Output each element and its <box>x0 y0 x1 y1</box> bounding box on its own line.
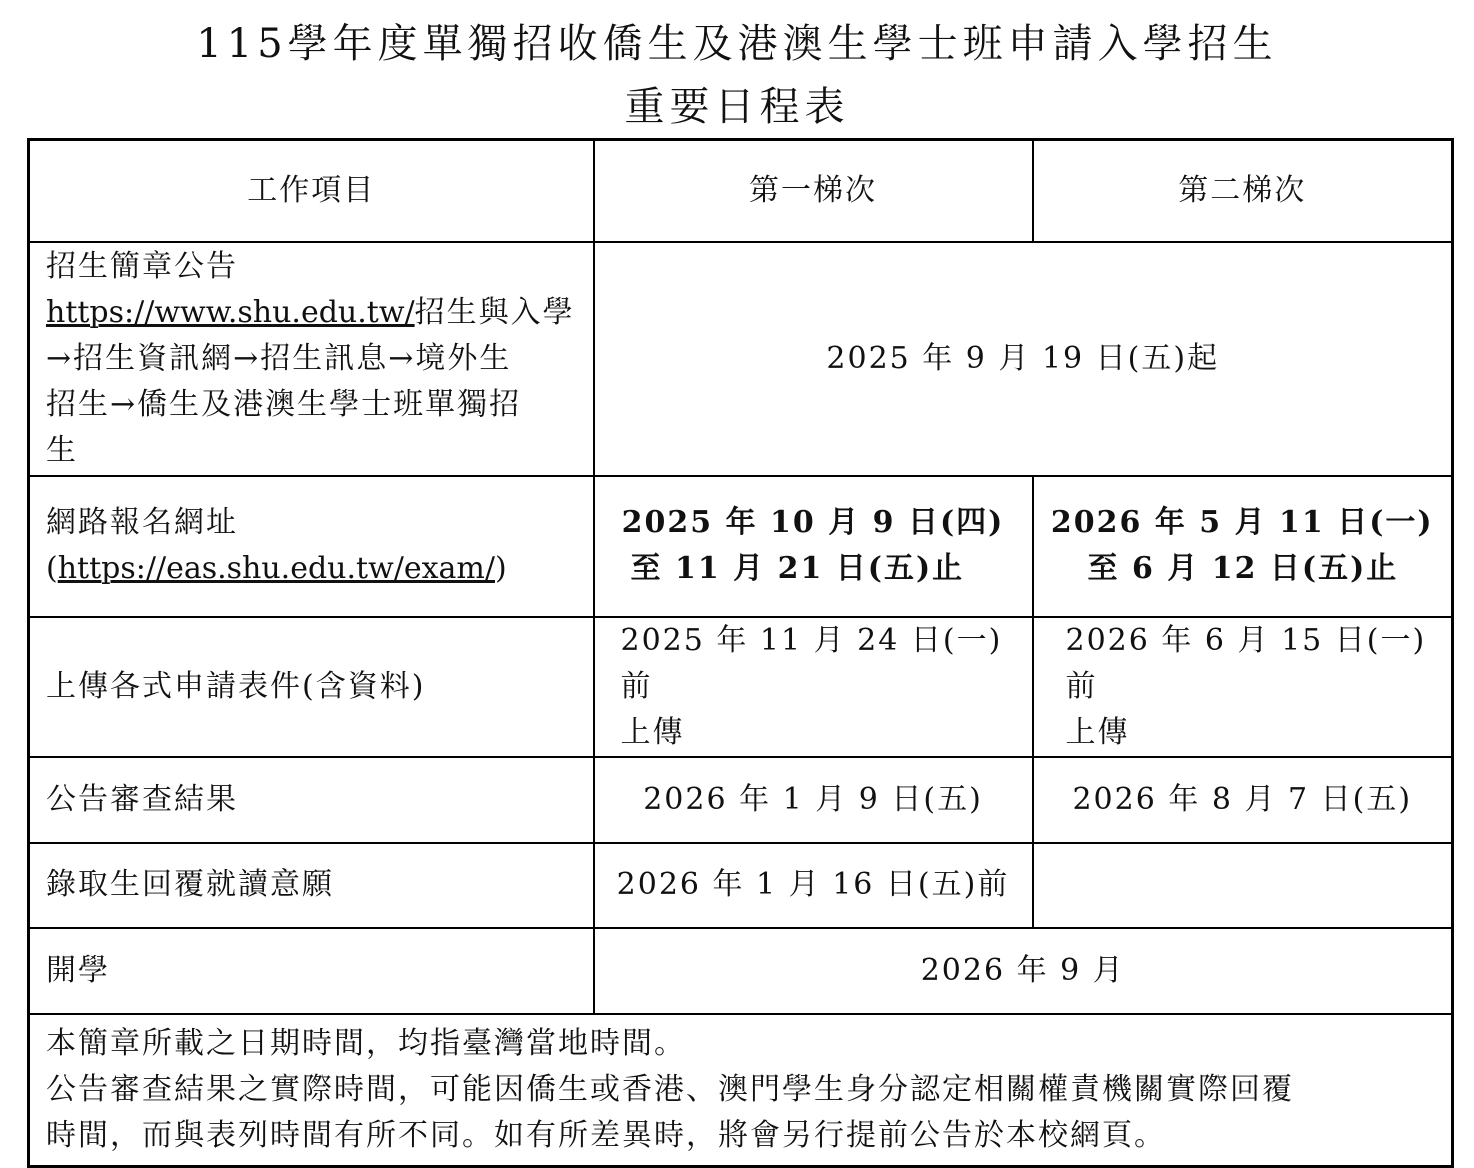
row-opening <box>29 928 1453 1014</box>
note-line-1: 本簡章所載之日期時間，均指臺灣當地時間。 <box>46 1025 686 1061</box>
registration-url-link[interactable]: https://eas.shu.edu.tw/exam/ <box>57 551 495 586</box>
upload-batch1: 2025 年 11 月 24 日(一)前 上傳 <box>594 617 1033 757</box>
reply-batch1: 2026 年 1 月 16 日(五)前 <box>594 843 1033 928</box>
page-title: 115學年度單獨招收僑生及港澳生學士班申請入學招生 <box>196 21 1278 67</box>
registration-label-cell: 網路報名網址 (https://eas.shu.edu.tw/exam/) <box>29 476 594 617</box>
opening-label: 開學 <box>29 928 594 1014</box>
results-batch1: 2026 年 1 月 9 日(五) <box>594 757 1033 843</box>
brochure-path-b: →招生資訊網→招生訊息→境外生 <box>46 340 512 376</box>
brochure-label: 招生簡章公告 <box>46 248 238 284</box>
note-line-3: 時間，而與表列時間有所不同。如有所差異時，將會另行提前公告於本校網頁。 <box>46 1117 1166 1153</box>
results-label: 公告審查結果 <box>29 757 594 843</box>
header-item: 工作項目 <box>29 140 594 242</box>
upload-batch2: 2026 年 6 月 15 日(一)前 上傳 <box>1033 617 1453 757</box>
reply-batch2 <box>1033 843 1453 928</box>
row-notes <box>29 1014 1453 1167</box>
row-results <box>29 757 1453 843</box>
row-registration <box>29 476 1453 617</box>
row-reply <box>29 843 1453 928</box>
brochure-path-a: 招生與入學 <box>414 294 575 330</box>
notes-cell <box>29 1014 1453 1167</box>
registration-batch1: 2025 年 10 月 9 日(四) 至 11 月 21 日(五)止 <box>594 476 1033 617</box>
row-brochure <box>29 242 1453 476</box>
brochure-path-d: 生 <box>46 432 78 468</box>
page-subtitle: 重要日程表 <box>624 84 850 130</box>
header-row <box>29 140 1453 242</box>
note-line-2: 公告審查結果之實際時間，可能因僑生或香港、澳門學生身分認定相關權責機關實際回覆 <box>46 1071 1294 1107</box>
upload-label: 上傳各式申請表件(含資料) <box>29 617 594 757</box>
opening-date: 2026 年 9 月 <box>594 928 1453 1014</box>
row-upload <box>29 617 1453 757</box>
results-batch2: 2026 年 8 月 7 日(五) <box>1033 757 1453 843</box>
reply-label: 錄取生回覆就讀意願 <box>29 843 594 928</box>
header-batch2: 第二梯次 <box>1033 140 1453 242</box>
registration-batch2: 2026 年 5 月 11 日(一) 至 6 月 12 日(五)止 <box>1033 476 1453 617</box>
brochure-url-link[interactable]: https://www.shu.edu.tw/ <box>46 294 415 330</box>
registration-label: 網路報名網址 <box>46 505 238 540</box>
brochure-path-c: 招生→僑生及港澳生學士班單獨招 <box>46 386 522 422</box>
schedule-table <box>27 138 1454 1168</box>
brochure-date: 2025 年 9 月 19 日(五)起 <box>594 242 1453 476</box>
header-batch1: 第一梯次 <box>594 140 1033 242</box>
brochure-label-cell <box>29 242 594 476</box>
